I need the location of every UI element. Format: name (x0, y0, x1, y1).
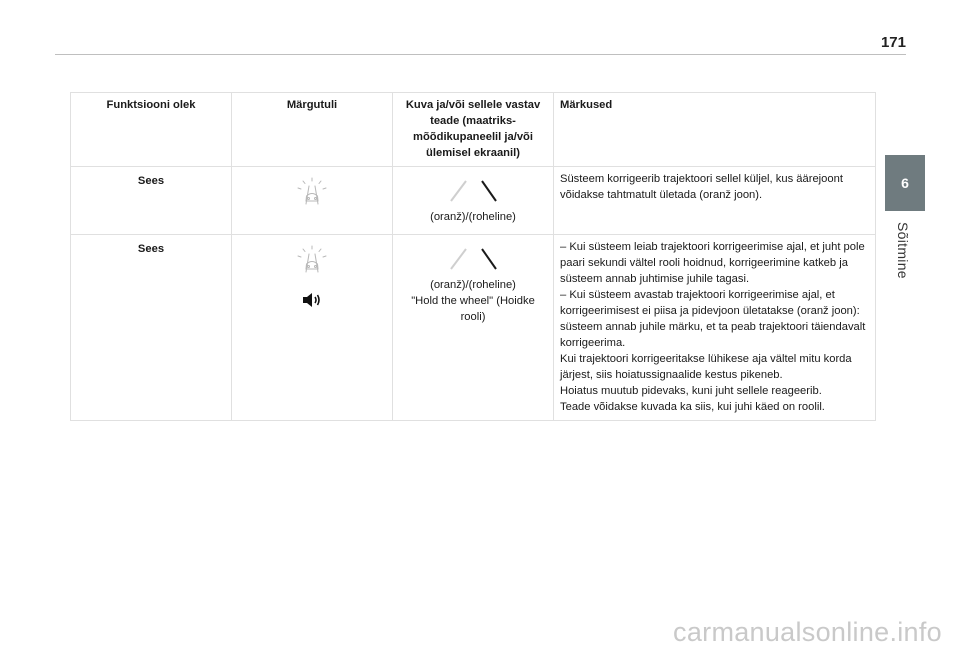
page-number: 171 (880, 34, 906, 51)
column-header-indicator-light: Märgutuli (232, 93, 393, 167)
display-message-cell (393, 167, 554, 235)
speaker-icon (301, 291, 323, 309)
table-row (71, 167, 876, 235)
function-state-table (70, 92, 876, 421)
function-state-cell: Sees (71, 167, 232, 235)
remarks-cell (554, 235, 876, 421)
column-header-function-state: Funktsiooni olek (71, 93, 232, 167)
display-caption: (oranž)/(roheline) (430, 279, 516, 291)
lane-assist-warning-icon (295, 177, 329, 207)
display-message-text: "Hold the wheel" (Hoidke rooli) (411, 295, 535, 323)
indicator-light-cell (232, 235, 393, 421)
section-title: Sõitmine (895, 222, 911, 279)
table-row (71, 235, 876, 421)
lane-lines-icon (445, 245, 501, 271)
section-number: 6 (901, 175, 909, 191)
lane-assist-warning-icon (295, 245, 329, 275)
lane-lines-icon (445, 177, 501, 203)
remark-text: Hoiatus muutub pidevaks, kuni juht sellele reageerib. (560, 385, 822, 397)
header-divider (55, 54, 906, 55)
display-message-cell (393, 235, 554, 421)
remarks-cell (554, 167, 876, 235)
function-state-cell: Sees (71, 235, 232, 421)
remark-text: – Kui süsteem leiab trajektoori korrigeerimise ajal, et juht pole paari sekundi vältel rooli hoidnud, korrigeerimine katkeb ja süsteem annab juhtimise juhile tagasi. (560, 241, 865, 285)
remark-text: Kui trajektoori korrigeeritakse lühikese aja vältel mitu korda järjest, siis hoiatussignaalide kestus pikeneb. (560, 353, 852, 381)
remark-text: Teade võidakse kuvada ka siis, kui juhi käed on roolil. (560, 401, 825, 413)
watermark: carmanualsonline.info (673, 617, 942, 647)
column-header-remarks: Märkused (554, 93, 876, 167)
column-header-display-message: Kuva ja/või sellele vastav teade (maatriks-mõõdikupaneelil ja/või ülemisel ekraanil) (393, 93, 554, 167)
section-tab[interactable] (885, 155, 925, 211)
remark-text: Süsteem korrigeerib trajektoori sellel küljel, kus äärejoont võidakse tahtmatult ületada (oranž joon). (560, 173, 843, 201)
indicator-light-cell (232, 167, 393, 235)
display-caption: (oranž)/(roheline) (430, 211, 516, 223)
table-header-row (71, 93, 876, 167)
remark-text: – Kui süsteem avastab trajektoori korrigeerimise ajal, et korrigeerimisest ei piisa ja pidevjoon ületatakse (oranž joon): süsteem annab juhile märku, et ta peab trajektoori täiendavalt korrigeerima. (560, 289, 866, 349)
